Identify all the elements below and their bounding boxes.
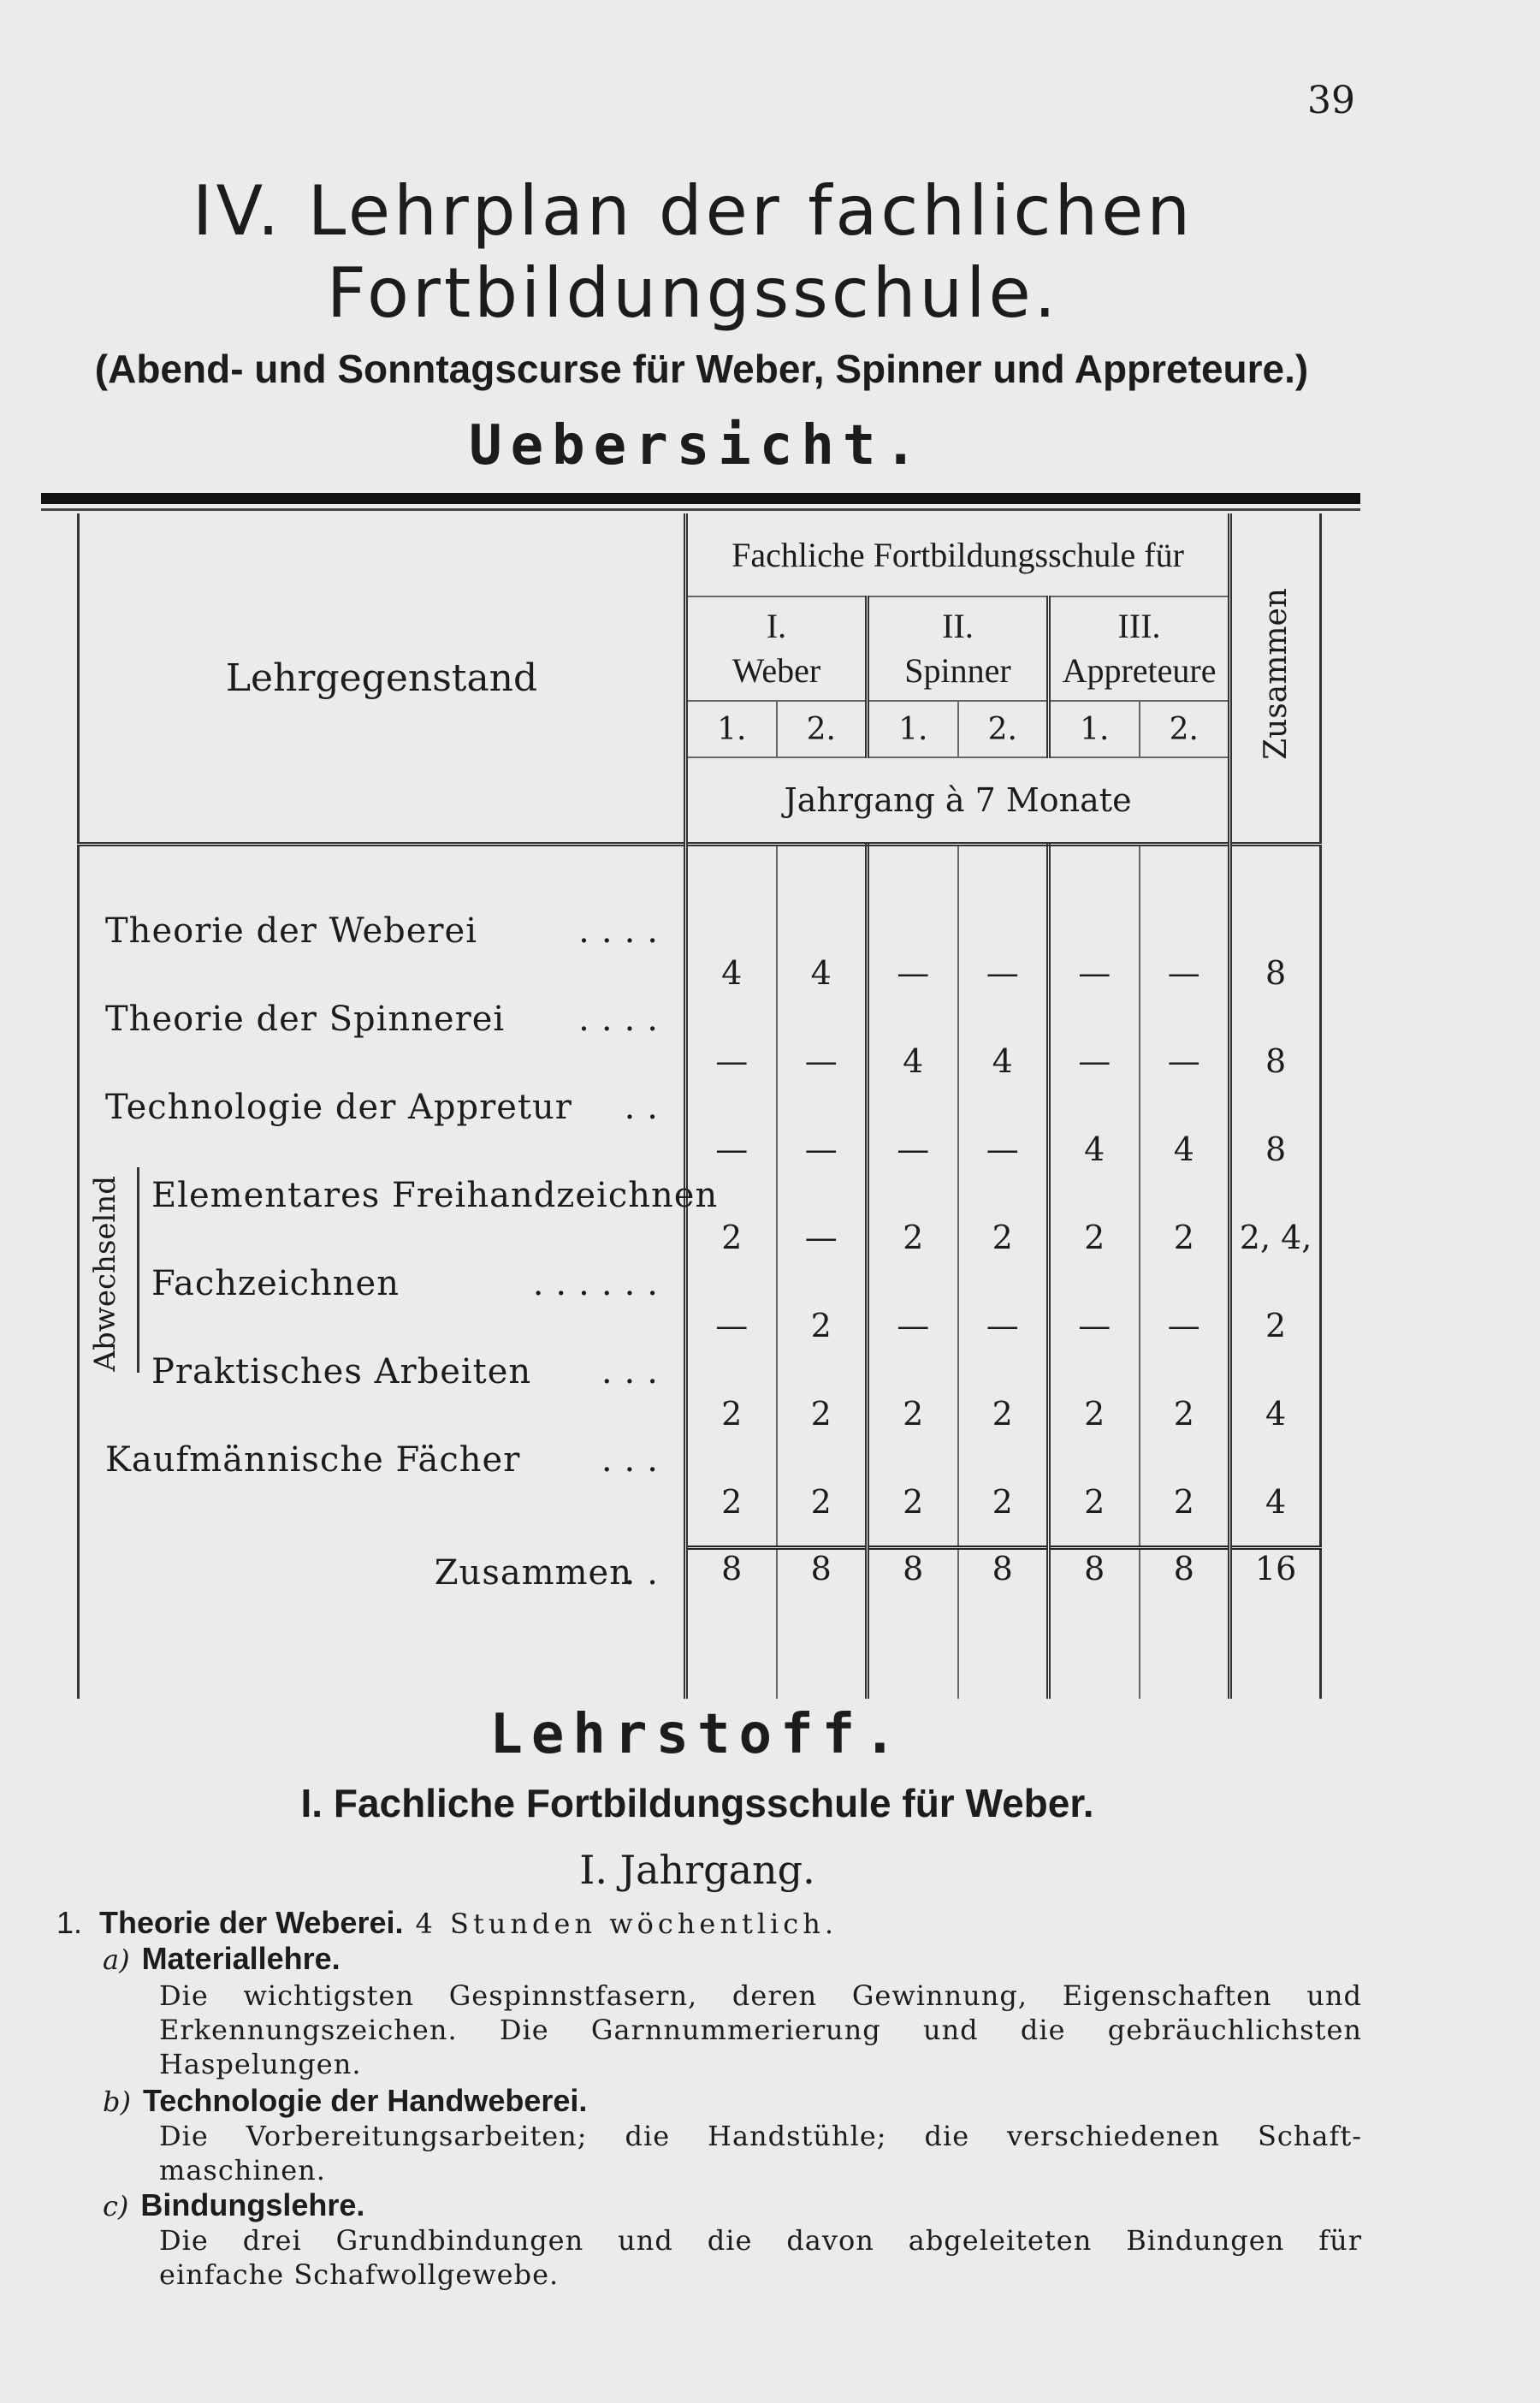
- hours-cell: —: [777, 1017, 868, 1105]
- total-hours-cell: 8: [686, 1548, 777, 1633]
- hours-cell: 2: [958, 1369, 1049, 1457]
- page-number: 39: [1307, 79, 1355, 122]
- hours-cell: —: [686, 1017, 777, 1105]
- hours-cell: 4: [1049, 1105, 1140, 1193]
- curriculum-table: [77, 513, 1322, 1699]
- leader-dots: ..: [624, 1552, 670, 1593]
- hours-cell: 2: [777, 1457, 868, 1548]
- hours-cell: 2: [1049, 1457, 1140, 1548]
- hours-cell: 4: [868, 1017, 958, 1105]
- table-spacer-cell: [1140, 845, 1230, 929]
- topic-name: Theorie der Weberei.: [99, 1905, 404, 1940]
- sum-header-label: Zusammen: [1258, 587, 1294, 760]
- item-name: Technologie der Handweberei.: [142, 2083, 588, 2118]
- hours-cell: —: [1049, 929, 1140, 1017]
- subject-cell: [79, 1440, 686, 1548]
- subject-label: Technologie der Appretur: [105, 1088, 572, 1127]
- grand-total-cell: 16: [1230, 1548, 1321, 1633]
- item-body: [159, 2119, 1362, 2187]
- table-tail-cell: [686, 1632, 777, 1699]
- hours-cell: —: [1140, 929, 1230, 1017]
- table-spacer-cell: [958, 845, 1049, 929]
- school-name: Appreteure: [1062, 651, 1217, 690]
- hours-cell: 4: [1140, 1105, 1230, 1193]
- subject-label: Kaufmännische Fächer: [105, 1440, 521, 1480]
- school-header-spinner: [868, 596, 1049, 701]
- heading-rule-thick: [41, 493, 1360, 504]
- subject-label: Elementares Freihandzeichnen: [151, 1176, 719, 1215]
- total-hours-cell: 8: [958, 1548, 1049, 1633]
- hours-cell: —: [868, 1105, 958, 1193]
- total-label: Zusammen: [434, 1552, 632, 1593]
- leader-dots: ....: [578, 911, 670, 951]
- item-line: Haspelungen.: [159, 2048, 362, 2080]
- hours-cell: 2: [868, 1193, 958, 1281]
- item-line: Die wichtigsten Gespinnstfasern, deren Gewinnung, Eigenschaften und: [159, 1979, 1362, 2012]
- total-hours-cell: 8: [1049, 1548, 1140, 1633]
- page-title-line-1: IV. Lehrplan der fachlichen: [192, 171, 1194, 251]
- year-header: 1.: [1049, 701, 1140, 757]
- table-tail-cell: [1140, 1632, 1230, 1699]
- leader-dots: ...: [601, 1352, 670, 1391]
- hours-cell: 2: [868, 1457, 958, 1548]
- hours-cell: 2: [777, 1369, 868, 1457]
- hours-cell: —: [777, 1193, 868, 1281]
- hours-cell: 2: [958, 1193, 1049, 1281]
- topic-heading: [56, 1905, 838, 1941]
- hours-cell: 4: [777, 929, 868, 1017]
- leader-dots: ....: [578, 1000, 670, 1039]
- hours-cell: —: [958, 1105, 1049, 1193]
- year-duration-note: Jahrgang à 7 Monate: [686, 757, 1230, 845]
- hours-cell: —: [958, 1281, 1049, 1369]
- table-tail-cell: [1049, 1632, 1140, 1699]
- school-header-appreteure: [1049, 596, 1230, 701]
- total-cell: 8: [1230, 1017, 1321, 1105]
- section-title: I. Fachliche Fortbildungsschule für Weber.: [300, 1781, 1094, 1825]
- item-line: Erkennungszeichen. Die Garnnummerierung und die gebräuchlichsten: [159, 2014, 1362, 2046]
- school-group-header: Fachliche Fortbildungsschule für: [686, 513, 1230, 596]
- year-header: 2.: [1140, 701, 1230, 757]
- hours-cell: 2: [1140, 1457, 1230, 1548]
- subject-column-header: Lehrgegenstand: [79, 513, 686, 845]
- alternating-label-text: Abwechselnd: [88, 1175, 122, 1372]
- item-heading: [103, 1941, 341, 1977]
- hours-cell: —: [777, 1105, 868, 1193]
- total-hours-cell: 8: [1140, 1548, 1230, 1633]
- year-header: 1.: [868, 701, 958, 757]
- subject-label: Theorie der Weberei: [105, 911, 477, 951]
- school-number: II.: [942, 607, 974, 645]
- subject-label: Theorie der Spinnerei: [105, 1000, 506, 1039]
- hours-cell: —: [958, 929, 1049, 1017]
- hours-cell: —: [686, 1105, 777, 1193]
- table-tail: [79, 1632, 686, 1699]
- topic-hours: 4 Stunden wöchentlich.: [415, 1908, 838, 1940]
- hours-cell: 2: [1140, 1369, 1230, 1457]
- total-cell: 8: [1230, 1105, 1321, 1193]
- heading-rule-thin: [41, 508, 1360, 511]
- lehrstoff-heading: Lehrstoff.: [489, 1703, 905, 1766]
- table-tail-cell: [958, 1632, 1049, 1699]
- hours-cell: 2: [686, 1457, 777, 1548]
- hours-cell: 4: [686, 929, 777, 1017]
- year-header: 2.: [777, 701, 868, 757]
- table-spacer-cell: [1230, 845, 1321, 929]
- total-cell: 2, 4,: [1230, 1193, 1321, 1281]
- table-spacer-cell: [686, 845, 777, 929]
- year-header: 1.: [686, 701, 777, 757]
- alternating-group-bracket: [137, 1167, 139, 1373]
- table-tail-cell: [1230, 1632, 1321, 1699]
- leader-dots: ..: [624, 1088, 670, 1127]
- item-heading: [103, 2083, 587, 2119]
- hours-cell: 2: [686, 1369, 777, 1457]
- table-spacer-cell: [777, 845, 868, 929]
- hours-cell: 2: [868, 1369, 958, 1457]
- subject-label: Fachzeichnen: [151, 1264, 400, 1303]
- hours-cell: 2: [686, 1193, 777, 1281]
- total-cell: 8: [1230, 929, 1321, 1017]
- subject-label: Praktisches Arbeiten: [151, 1352, 532, 1391]
- hours-cell: —: [1140, 1281, 1230, 1369]
- hours-cell: —: [1049, 1017, 1140, 1105]
- topic-number: 1.: [56, 1905, 83, 1940]
- item-name: Materiallehre.: [141, 1941, 341, 1976]
- total-label-cell: [79, 1548, 686, 1633]
- hours-cell: 2: [1049, 1369, 1140, 1457]
- school-number: III.: [1117, 607, 1161, 645]
- table-spacer-cell: [868, 845, 958, 929]
- school-name: Weber: [732, 651, 821, 690]
- hours-cell: 4: [958, 1017, 1049, 1105]
- table-spacer-cell: [1049, 845, 1140, 929]
- item-heading: [103, 2187, 364, 2223]
- total-cell: 4: [1230, 1457, 1321, 1548]
- overview-heading: Uebersicht.: [469, 414, 926, 478]
- hours-cell: —: [1049, 1281, 1140, 1369]
- item-letter: b): [103, 2086, 131, 2118]
- page-subtitle: (Abend- und Sonntagscurse für Weber, Spinner und Appreteure.): [94, 347, 1309, 391]
- total-hours-cell: 8: [777, 1548, 868, 1633]
- hours-cell: —: [1140, 1017, 1230, 1105]
- item-letter: a): [103, 1943, 130, 1976]
- leader-dots: ...: [601, 1440, 670, 1480]
- item-line: Die drei Grundbindungen und die davon abgeleiteten Bindungen für: [159, 2224, 1362, 2257]
- hours-cell: —: [868, 929, 958, 1017]
- alternating-group-label: [86, 1166, 125, 1381]
- table-tail-cell: [868, 1632, 958, 1699]
- item-body: [159, 2223, 1362, 2292]
- item-name: Bindungslehre.: [140, 2187, 365, 2222]
- page-title-line-2: Fortbildungsschule.: [326, 253, 1060, 333]
- year-title: I. Jahrgang.: [579, 1847, 815, 1893]
- item-body: [159, 1979, 1362, 2081]
- sum-column-header: [1230, 513, 1321, 845]
- hours-cell: —: [686, 1281, 777, 1369]
- total-cell: 2: [1230, 1281, 1321, 1369]
- hours-cell: 2: [777, 1281, 868, 1369]
- item-letter: c): [103, 2190, 129, 2222]
- hours-cell: 2: [1049, 1193, 1140, 1281]
- item-line: maschinen.: [159, 2154, 326, 2186]
- total-hours-cell: 8: [868, 1548, 958, 1633]
- leader-dots: ......: [532, 1264, 670, 1303]
- table-row: [79, 1457, 1321, 1548]
- total-row: [79, 1548, 1321, 1633]
- hours-cell: 2: [958, 1457, 1049, 1548]
- school-header-weber: [686, 596, 868, 701]
- hours-cell: 2: [1140, 1193, 1230, 1281]
- school-number: I.: [766, 607, 787, 645]
- item-line: Die Vorbereitungsarbeiten; die Handstühle; die verschiedenen Schaft-: [159, 2120, 1362, 2152]
- total-cell: 4: [1230, 1369, 1321, 1457]
- school-name: Spinner: [904, 651, 1011, 690]
- year-header: 2.: [958, 701, 1049, 757]
- table-tail-cell: [777, 1632, 868, 1699]
- hours-cell: —: [868, 1281, 958, 1369]
- item-line: einfache Schafwollgewebe.: [159, 2258, 560, 2291]
